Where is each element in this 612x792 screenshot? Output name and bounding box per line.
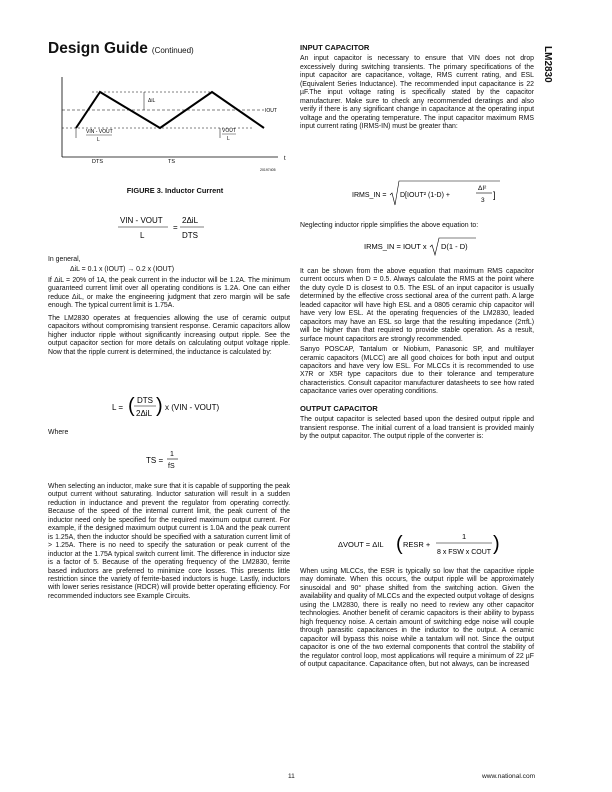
equation-5	[364, 236, 484, 258]
eq6-left: ΔVOUT = ΔIL	[338, 540, 384, 549]
eq6-denominator: 8 x FSW x COUT	[437, 549, 492, 556]
right-column-bottom	[300, 568, 534, 669]
svg-text:): )	[156, 395, 163, 417]
page-number: 11	[288, 773, 295, 780]
delta-il-label: ΔiL	[148, 98, 156, 104]
eq5-left: IRMS_IN = IOUT x	[364, 242, 427, 251]
equation-2	[112, 390, 242, 424]
output-capacitor-heading: OUTPUT CAPACITOR	[300, 403, 378, 413]
right-paragraph-2: Neglecting inductor ripple simplifies the above equation to:	[300, 222, 479, 229]
side-part-number: LM2830	[542, 46, 553, 83]
equation-4	[352, 177, 502, 209]
in-general-text: In general,	[48, 256, 81, 263]
eq3-numerator: 1	[170, 451, 174, 458]
input-capacitor-heading: INPUT CAPACITOR	[300, 43, 370, 52]
iout-label: IOUT	[265, 108, 277, 114]
eq4-left: IRMS_IN =	[352, 192, 387, 199]
svg-text:(: (	[396, 533, 403, 555]
time-axis-label: t	[284, 156, 286, 162]
eq3-left: TS =	[146, 456, 164, 465]
footer-url[interactable]: www.national.com	[482, 773, 536, 780]
figure-caption: FIGURE 3. Inductor Current	[126, 186, 224, 195]
svg-text:]: ]	[493, 190, 496, 200]
where-text-block	[48, 429, 290, 437]
where-text: Where	[48, 429, 69, 436]
eq4-numerator: ΔI²	[478, 185, 487, 192]
eq2-numerator: DTS	[137, 396, 153, 405]
eq2-left: L =	[112, 403, 124, 412]
eq1-r-numerator: 2ΔiL	[182, 216, 199, 225]
eq6-numerator: 1	[462, 532, 467, 541]
eq1-denominator: L	[140, 231, 145, 240]
eq1-r-denominator: DTS	[182, 231, 198, 240]
eq3-denominator: fS	[168, 463, 175, 470]
left-column-bottom	[48, 483, 290, 601]
eq1-equals: =	[173, 223, 178, 232]
input-capacitor-section	[300, 44, 534, 132]
right-slope-num: VOUT	[222, 128, 236, 134]
right-paragraph-1: An input capacitor is necessary to ensure that VIN does not drop excessively during switching transients. The primary specifications of the input capacitor are capacitance, voltage, RMS current rating, and ESL (Equivalent Series Inductance). The recommended input capacitance is 22 µF.The input voltage rating is specifically stated by the capacitor manufacturer. Make sure to check any recommended deratings and also verify if there is any significant change in capacitance at the operating input voltage and the operating temperature. The input capacitor maximum RMS input current rating (IRMS-IN) must be greater than:	[300, 55, 534, 131]
eq4-denominator: 3	[481, 197, 485, 204]
svg-text:(: (	[128, 395, 135, 417]
page-title: Design Guide	[48, 40, 148, 57]
figure-id: 20197405	[260, 168, 276, 172]
right-slope-den: L	[227, 136, 230, 142]
right-column-middle	[300, 268, 534, 442]
inductor-current-figure	[52, 75, 292, 175]
equation-1	[118, 212, 218, 244]
page-header	[48, 40, 194, 58]
ts-label: TS	[168, 159, 176, 165]
ripple-equation: ΔiL = 0.1 x (IOUT) → 0.2 x (IOUT)	[70, 266, 175, 274]
right-paragraph-5: The output capacitor is selected based upon the desired output ripple and transient response. The initial current of a load transient is provided mainly by the output capacitor. The output ripple of the converter is:	[300, 416, 534, 441]
right-paragraph-4: Sanyo POSCAP, Tantalum or Niobium, Panasonic SP, and multilayer ceramic capacitors (MLCC) are all good choices for both input and output capacitors and have very low ESL. For MLCCs it is recommended to use X7R or X5R type capacitors due to their tolerance and temperature characteristics. Consult capacitor manufacturer datasheets to see how rated capacitance varies over operating conditions.	[300, 346, 534, 396]
right-paragraph-6: When using MLCCs, the ESR is typically so low that the capacitive ripple may dominate. When this occurs, the output ripple will be approximately sinusoidal and 90° phase shifted from the switching action. Given the availability and quality of MLCCs and the expected output voltage of designs using the LM2830, there is really no need to review any other capacitor technologies. Another benefit of ceramic capacitors is their ability to bypass high frequency noise. A certain amount of switching edge noise will couple through parasitic capacitances in the inductor to the output. A ceramic capacitor will bypass this noise while a tantalum will not. Since the output capacitor is one of the two external components that control the stability of the regulator control loop, most applications will require a minimum of 22 µF of output capacitance. Capacitance often, but not always, can be increased	[300, 568, 534, 668]
equation-3	[146, 445, 196, 475]
dts-label: DTS	[92, 159, 103, 165]
eq2-denominator: 2ΔiL	[136, 409, 153, 418]
eq2-rest: x (VIN - VOUT)	[165, 403, 220, 412]
right-paragraph-3: It can be shown from the above equation that maximum RMS capacitor current occurs when D = 0.5. Always calculate the RMS at the point where the duty cycle D is closest to 0.5. The ESL of an input capacitor is usually determined by the effective cross sectional area of the current path. A large leaded capacitor will have high ESL and a 0805 ceramic chip capacitor will have very low ESL. At the operating frequencies of the LM2830, leaded capacitors may have an ESL so large that the resulting impedance (2πfL) will be higher than that required to provide stable operation. As a result, surface mount capacitors are strongly recommended.	[300, 268, 534, 343]
eq6-body: RESR +	[403, 540, 431, 549]
eq1-numerator: VIN - VOUT	[120, 216, 163, 225]
svg-text:): )	[493, 533, 500, 555]
left-paragraph-3: When selecting an inductor, make sure that it is capable of supporting the peak output current without saturating. Inductor saturation will result in a sudden reduction in inductance and prevent the regulator from operating correctly. Because of the speed of the internal current limit, the peak current of the inductor need only be specified for the required maximum output current. For example, if the designed maximum output current is 1.0A and the peak current is 1.25A, then the inductor should be specified with a saturation current limit of > 1.25A. There is no need to specify the saturation or peak current of the inductor at the 1.75A typical switch current limit. The difference in inductor size is a factor of 5. Because of the operating frequency of the LM2830, ferrite based inductors are preferred to minimize core losses. This presents little restriction since the variety of ferrite-based inductors is huge. Lastly, inductors with lower series resistance (RDCR) will provide better operating efficiency. For recommended inductors see Example Circuits.	[48, 483, 290, 600]
left-slope-num: VIN - VOUT	[86, 129, 113, 135]
left-paragraph-1: If ΔiL = 20% of 1A, the peak current in the inductor will be 1.2A. The minimum guaranteed current limit over all operating conditions is 1.2A. One can either reduce ΔiL, or make the engineering judgment that zero margin will be safe enough. The typical current limit is 1.75A.	[48, 276, 290, 310]
neglecting-text-block	[300, 222, 534, 230]
equation-6	[338, 528, 508, 562]
page-subtitle: (Continued)	[151, 46, 194, 55]
eq5-body: D(1 - D)	[441, 242, 468, 251]
left-column-top	[48, 256, 290, 357]
left-paragraph-2: The LM2830 operates at frequencies allowing the use of ceramic output capacitors without compromising transient response. Ceramic capacitors allow higher inductor ripple without significantly increasing output ripple. See the output capacitor section for more details on calculating output voltage ripple. Now that the ripple current is determined, the inductance is calculated by:	[48, 314, 290, 356]
left-slope-den: L	[97, 137, 100, 143]
eq4-body: D[IOUT² (1-D) +	[400, 192, 450, 199]
